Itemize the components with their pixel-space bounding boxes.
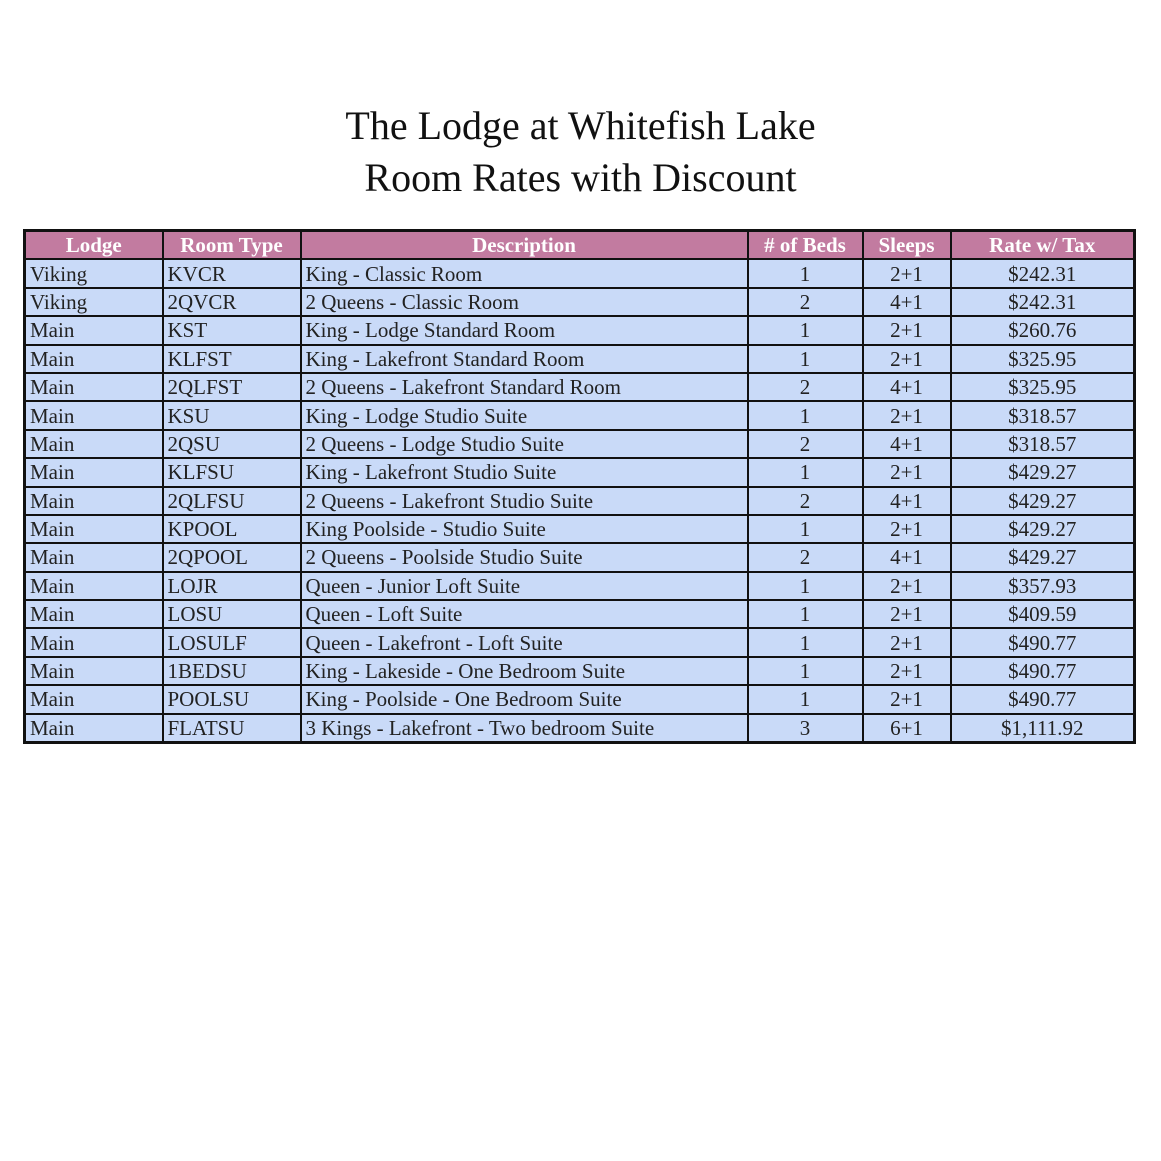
cell-room-type: LOSU bbox=[163, 600, 301, 628]
cell-sleeps: 4+1 bbox=[863, 288, 951, 316]
table-row bbox=[25, 316, 1135, 344]
header-beds: # of Beds bbox=[748, 231, 863, 260]
cell-rate: $490.77 bbox=[951, 628, 1135, 656]
cell-rate: $242.31 bbox=[951, 259, 1135, 287]
header-room-type: Room Type bbox=[163, 231, 301, 260]
cell-beds: 2 bbox=[748, 288, 863, 316]
cell-description: 2 Queens - Classic Room bbox=[301, 288, 748, 316]
cell-room-type: KPOOL bbox=[163, 515, 301, 543]
cell-room-type: KLFSU bbox=[163, 458, 301, 486]
cell-lodge: Main bbox=[25, 657, 163, 685]
cell-rate: $318.57 bbox=[951, 430, 1135, 458]
table-row bbox=[25, 259, 1135, 287]
cell-lodge: Main bbox=[25, 572, 163, 600]
cell-lodge: Main bbox=[25, 458, 163, 486]
table-row bbox=[25, 288, 1135, 316]
cell-sleeps: 4+1 bbox=[863, 430, 951, 458]
cell-sleeps: 2+1 bbox=[863, 259, 951, 287]
cell-description: King - Lakefront Standard Room bbox=[301, 345, 748, 373]
cell-lodge: Viking bbox=[25, 259, 163, 287]
table-header-row bbox=[25, 231, 1135, 260]
cell-room-type: 2QVCR bbox=[163, 288, 301, 316]
cell-beds: 1 bbox=[748, 600, 863, 628]
cell-beds: 1 bbox=[748, 401, 863, 429]
cell-sleeps: 2+1 bbox=[863, 628, 951, 656]
cell-sleeps: 6+1 bbox=[863, 714, 951, 743]
table-row bbox=[25, 515, 1135, 543]
cell-sleeps: 2+1 bbox=[863, 401, 951, 429]
table-row bbox=[25, 430, 1135, 458]
cell-sleeps: 2+1 bbox=[863, 316, 951, 344]
cell-lodge: Viking bbox=[25, 288, 163, 316]
cell-description: King - Lodge Standard Room bbox=[301, 316, 748, 344]
cell-beds: 1 bbox=[748, 685, 863, 713]
table-row bbox=[25, 401, 1135, 429]
cell-sleeps: 2+1 bbox=[863, 657, 951, 685]
cell-lodge: Main bbox=[25, 487, 163, 515]
cell-lodge: Main bbox=[25, 401, 163, 429]
cell-rate: $429.27 bbox=[951, 458, 1135, 486]
cell-sleeps: 2+1 bbox=[863, 572, 951, 600]
cell-rate: $429.27 bbox=[951, 487, 1135, 515]
cell-lodge: Main bbox=[25, 430, 163, 458]
cell-room-type: 2QPOOL bbox=[163, 543, 301, 571]
cell-room-type: 2QLFSU bbox=[163, 487, 301, 515]
cell-beds: 2 bbox=[748, 430, 863, 458]
cell-beds: 1 bbox=[748, 572, 863, 600]
cell-beds: 1 bbox=[748, 259, 863, 287]
cell-room-type: 1BEDSU bbox=[163, 657, 301, 685]
cell-sleeps: 4+1 bbox=[863, 487, 951, 515]
table-body bbox=[25, 259, 1135, 742]
cell-lodge: Main bbox=[25, 373, 163, 401]
cell-description: King Poolside - Studio Suite bbox=[301, 515, 748, 543]
cell-room-type: KST bbox=[163, 316, 301, 344]
cell-beds: 1 bbox=[748, 316, 863, 344]
cell-beds: 1 bbox=[748, 345, 863, 373]
cell-rate: $357.93 bbox=[951, 572, 1135, 600]
cell-room-type: 2QLFST bbox=[163, 373, 301, 401]
cell-description: Queen - Junior Loft Suite bbox=[301, 572, 748, 600]
cell-lodge: Main bbox=[25, 345, 163, 373]
cell-room-type: KLFST bbox=[163, 345, 301, 373]
cell-beds: 2 bbox=[748, 487, 863, 515]
cell-description: King - Lodge Studio Suite bbox=[301, 401, 748, 429]
cell-room-type: LOJR bbox=[163, 572, 301, 600]
cell-beds: 3 bbox=[748, 714, 863, 743]
cell-rate: $242.31 bbox=[951, 288, 1135, 316]
header-rate: Rate w/ Tax bbox=[951, 231, 1135, 260]
cell-sleeps: 4+1 bbox=[863, 373, 951, 401]
cell-room-type: FLATSU bbox=[163, 714, 301, 743]
cell-lodge: Main bbox=[25, 628, 163, 656]
cell-beds: 1 bbox=[748, 628, 863, 656]
cell-rate: $1,111.92 bbox=[951, 714, 1135, 743]
cell-rate: $318.57 bbox=[951, 401, 1135, 429]
cell-lodge: Main bbox=[25, 685, 163, 713]
cell-description: 2 Queens - Lodge Studio Suite bbox=[301, 430, 748, 458]
room-rates-table bbox=[23, 229, 1136, 744]
cell-sleeps: 2+1 bbox=[863, 515, 951, 543]
cell-description: 2 Queens - Poolside Studio Suite bbox=[301, 543, 748, 571]
cell-description: King - Poolside - One Bedroom Suite bbox=[301, 685, 748, 713]
table-row bbox=[25, 487, 1135, 515]
table-row bbox=[25, 628, 1135, 656]
cell-sleeps: 4+1 bbox=[863, 543, 951, 571]
cell-description: Queen - Lakefront - Loft Suite bbox=[301, 628, 748, 656]
cell-beds: 2 bbox=[748, 543, 863, 571]
cell-rate: $409.59 bbox=[951, 600, 1135, 628]
cell-beds: 1 bbox=[748, 515, 863, 543]
cell-beds: 1 bbox=[748, 657, 863, 685]
cell-rate: $490.77 bbox=[951, 685, 1135, 713]
table-row bbox=[25, 572, 1135, 600]
cell-description: King - Classic Room bbox=[301, 259, 748, 287]
table-row bbox=[25, 543, 1135, 571]
header-lodge: Lodge bbox=[25, 231, 163, 260]
cell-lodge: Main bbox=[25, 714, 163, 743]
cell-sleeps: 2+1 bbox=[863, 685, 951, 713]
cell-room-type: KSU bbox=[163, 401, 301, 429]
cell-lodge: Main bbox=[25, 600, 163, 628]
cell-description: 2 Queens - Lakefront Standard Room bbox=[301, 373, 748, 401]
cell-beds: 1 bbox=[748, 458, 863, 486]
table-row bbox=[25, 600, 1135, 628]
cell-lodge: Main bbox=[25, 543, 163, 571]
cell-beds: 2 bbox=[748, 373, 863, 401]
cell-rate: $429.27 bbox=[951, 543, 1135, 571]
page-title bbox=[0, 100, 1161, 204]
table-row bbox=[25, 345, 1135, 373]
title-line-2: Room Rates with Discount bbox=[364, 155, 797, 200]
cell-room-type: LOSULF bbox=[163, 628, 301, 656]
cell-description: 3 Kings - Lakefront - Two bedroom Suite bbox=[301, 714, 748, 743]
cell-lodge: Main bbox=[25, 515, 163, 543]
cell-rate: $325.95 bbox=[951, 345, 1135, 373]
cell-room-type: KVCR bbox=[163, 259, 301, 287]
cell-lodge: Main bbox=[25, 316, 163, 344]
cell-rate: $429.27 bbox=[951, 515, 1135, 543]
cell-sleeps: 2+1 bbox=[863, 458, 951, 486]
cell-description: King - Lakeside - One Bedroom Suite bbox=[301, 657, 748, 685]
cell-sleeps: 2+1 bbox=[863, 345, 951, 373]
cell-description: 2 Queens - Lakefront Studio Suite bbox=[301, 487, 748, 515]
table-row bbox=[25, 458, 1135, 486]
cell-room-type: 2QSU bbox=[163, 430, 301, 458]
table-row bbox=[25, 373, 1135, 401]
cell-description: Queen - Loft Suite bbox=[301, 600, 748, 628]
cell-rate: $260.76 bbox=[951, 316, 1135, 344]
table-row bbox=[25, 714, 1135, 743]
cell-room-type: POOLSU bbox=[163, 685, 301, 713]
cell-sleeps: 2+1 bbox=[863, 600, 951, 628]
table-row bbox=[25, 685, 1135, 713]
cell-description: King - Lakefront Studio Suite bbox=[301, 458, 748, 486]
cell-rate: $325.95 bbox=[951, 373, 1135, 401]
table-row bbox=[25, 657, 1135, 685]
cell-rate: $490.77 bbox=[951, 657, 1135, 685]
title-line-1: The Lodge at Whitefish Lake bbox=[345, 103, 816, 148]
header-sleeps: Sleeps bbox=[863, 231, 951, 260]
header-description: Description bbox=[301, 231, 748, 260]
